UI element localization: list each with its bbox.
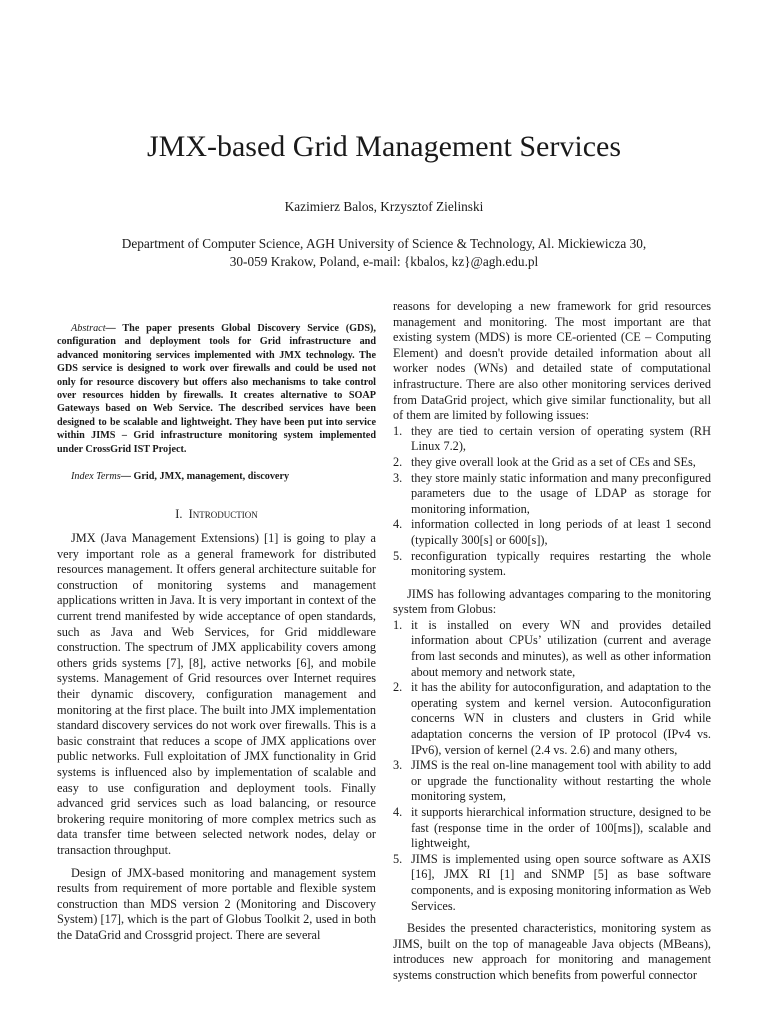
affiliation-line-2: 30-059 Krakow, Poland, e-mail: {kbalos, kz}@agh.edu.pl: [229, 254, 539, 269]
list-item: [393, 517, 711, 548]
list-item: [393, 618, 711, 680]
list-item: [393, 758, 711, 805]
list-number: 1.: [393, 617, 403, 632]
right-column: [393, 299, 711, 984]
advantages-list: [393, 618, 711, 914]
continued-paragraph: reasons for developing a new framework for grid resources management and monitoring. The most important are that existing system (MDS) is more CE-oriented (CE – Computing Element) and doesn't provide detailed information about all worker nodes (WNs) and detailed state of computational infrastructure. There are also other monitoring services derived from DataGrid project, which give similar functionality, but all of them are limited by following issues:: [393, 299, 711, 423]
list-text: they give overall look at the Grid as a set of CEs and SEs,: [411, 454, 696, 469]
list-text: JIMS is the real on-line management tool with ability to add or upgrade the functionality without restarting the whole monitoring system,: [411, 758, 711, 804]
issues-list: [393, 424, 711, 580]
abstract: [57, 322, 376, 456]
intro-paragraph: JMX (Java Management Extensions) [1] is going to play a very important role as a general framework for distributed resources management. It offers general architecture suitable for construction of monitoring systems and management applications written in Java. It is very important in context of the current trend manifested by wide acceptance of open standards, such as Java and Web Services, for Grid middleware construction. The spectrum of JMX applicability covers among others grids systems [7], [8], active networks [6], and mobile systems. Management of Grid resources over Internet requires their dynamic discovery, configuration management and monitoring at the first place. The built into JMX implementation standard discovery services do not work over firewalls. This is a basic constraint that reduces a scope of JMX applications over public networks. Full exploitation of JMX functionality in Grid systems is influenced also by implementation of scalable and easy to use configuration and deployment tools. Finally advanced grid services such as load balancing, or resource brokering require monitoring of more complex metrics such as data transfer time between selected network nodes, delay or transaction throughput.: [57, 531, 376, 857]
section-numeral: I.: [175, 507, 183, 522]
advantages-intro: JIMS has following advantages comparing to the monitoring system from Globus:: [393, 586, 711, 617]
list-text: they store mainly static information and many preconfigured parameters due to the usage of LDAP as storage for monitoring information,: [411, 470, 711, 516]
index-terms-text: Grid, JMX, management, discovery: [133, 471, 290, 483]
design-paragraph: Design of JMX-based monitoring and management system results from requirement of more portable and flexible system construction than MDS version 2 (Monitoring and Discovery System) [17], which is the part of Globus Toolkit 2, used in both the DataGrid and Crossgrid project. There are several: [57, 865, 376, 942]
abstract-text: The paper presents Global Discovery Service (GDS), configuration and deployment tools for Grid infrastructure and advanced monitoring services implemented with JMX technology. The GDS service is designed to work over firewalls and could be used not only for resource discovery but offers also mechanisms to take control over resources hidden by firewalls. It creates alternative to SOAP Gateways based on Web Service. The described services have been designed to be scalable and lightweight. They have been put into service within JIMS – Grid infrastructure monitoring system implemented under CrossGrid IST Project.: [57, 323, 376, 455]
list-item: [393, 549, 711, 580]
list-text: it has the ability for autoconfiguration, and adaptation to the operating system and kernel version. Autoconfiguration concerns WN in clusters and clusters in Grid while adaptation concerns the version of IP protocol (IPv4 vs. IPv6), version of kernel (2.4 vs. 2.6) and many others,: [411, 680, 711, 757]
left-column: [57, 300, 376, 944]
affiliation: [60, 235, 708, 271]
list-number: 5.: [393, 851, 403, 866]
index-terms: [57, 470, 376, 483]
list-number: 3.: [393, 758, 403, 773]
list-text: it is installed on every WN and provides detailed information about CPUs’ utilization (current and average from last seconds and minutes), as well as other information about memory and network state,: [411, 617, 711, 679]
list-item: [393, 680, 711, 758]
list-item: [393, 852, 711, 914]
list-item: [393, 455, 711, 471]
author-list: Kazimierz Balos, Krzysztof Zielinski: [284, 199, 484, 214]
list-number: 2.: [393, 454, 403, 469]
closing-paragraph: Besides the presented characteristics, monitoring system as JIMS, built on the top of manageable Java objects (MBeans), introduces new approach for monitoring and management systems construction which benefits from powerful connector: [393, 921, 711, 982]
list-item: [393, 805, 711, 852]
affiliation-line-1: Department of Computer Science, AGH University of Science & Technology, Al. Mickiewicza 30,: [121, 236, 647, 251]
paper-title: JMX-based Grid Management Services: [146, 130, 622, 163]
list-text: reconfiguration typically requires restarting the whole monitoring system.: [411, 548, 711, 579]
section-title: Introduction: [188, 507, 258, 522]
list-text: JIMS is implemented using open source software as AXIS [16], JMX RI [1] and SNMP [5] as base software components, and is exposing monitoring information as Web Services.: [411, 851, 711, 913]
list-number: 4.: [393, 517, 403, 532]
list-number: 4.: [393, 805, 403, 819]
list-number: 1.: [393, 423, 403, 438]
list-text: information collected in long periods of at least 1 second (typically 300[s] or 600[s]),: [411, 517, 711, 547]
list-item: [393, 471, 711, 518]
list-text: it supports hierarchical information structure, designed to be fast (response time in the order of 100[ms]), scalable and lightweight,: [411, 805, 711, 851]
index-terms-label: Index Terms: [71, 471, 121, 483]
list-number: 3.: [393, 470, 403, 485]
index-terms-dash: —: [120, 471, 134, 483]
abstract-dash: —: [105, 323, 123, 334]
list-number: 2.: [393, 680, 403, 695]
abstract-label: Abstract: [71, 323, 106, 334]
list-text: they are tied to certain version of operating system (RH Linux 7.2),: [411, 423, 711, 454]
list-number: 5.: [393, 548, 403, 563]
section-heading: [57, 507, 376, 523]
list-item: [393, 424, 711, 455]
